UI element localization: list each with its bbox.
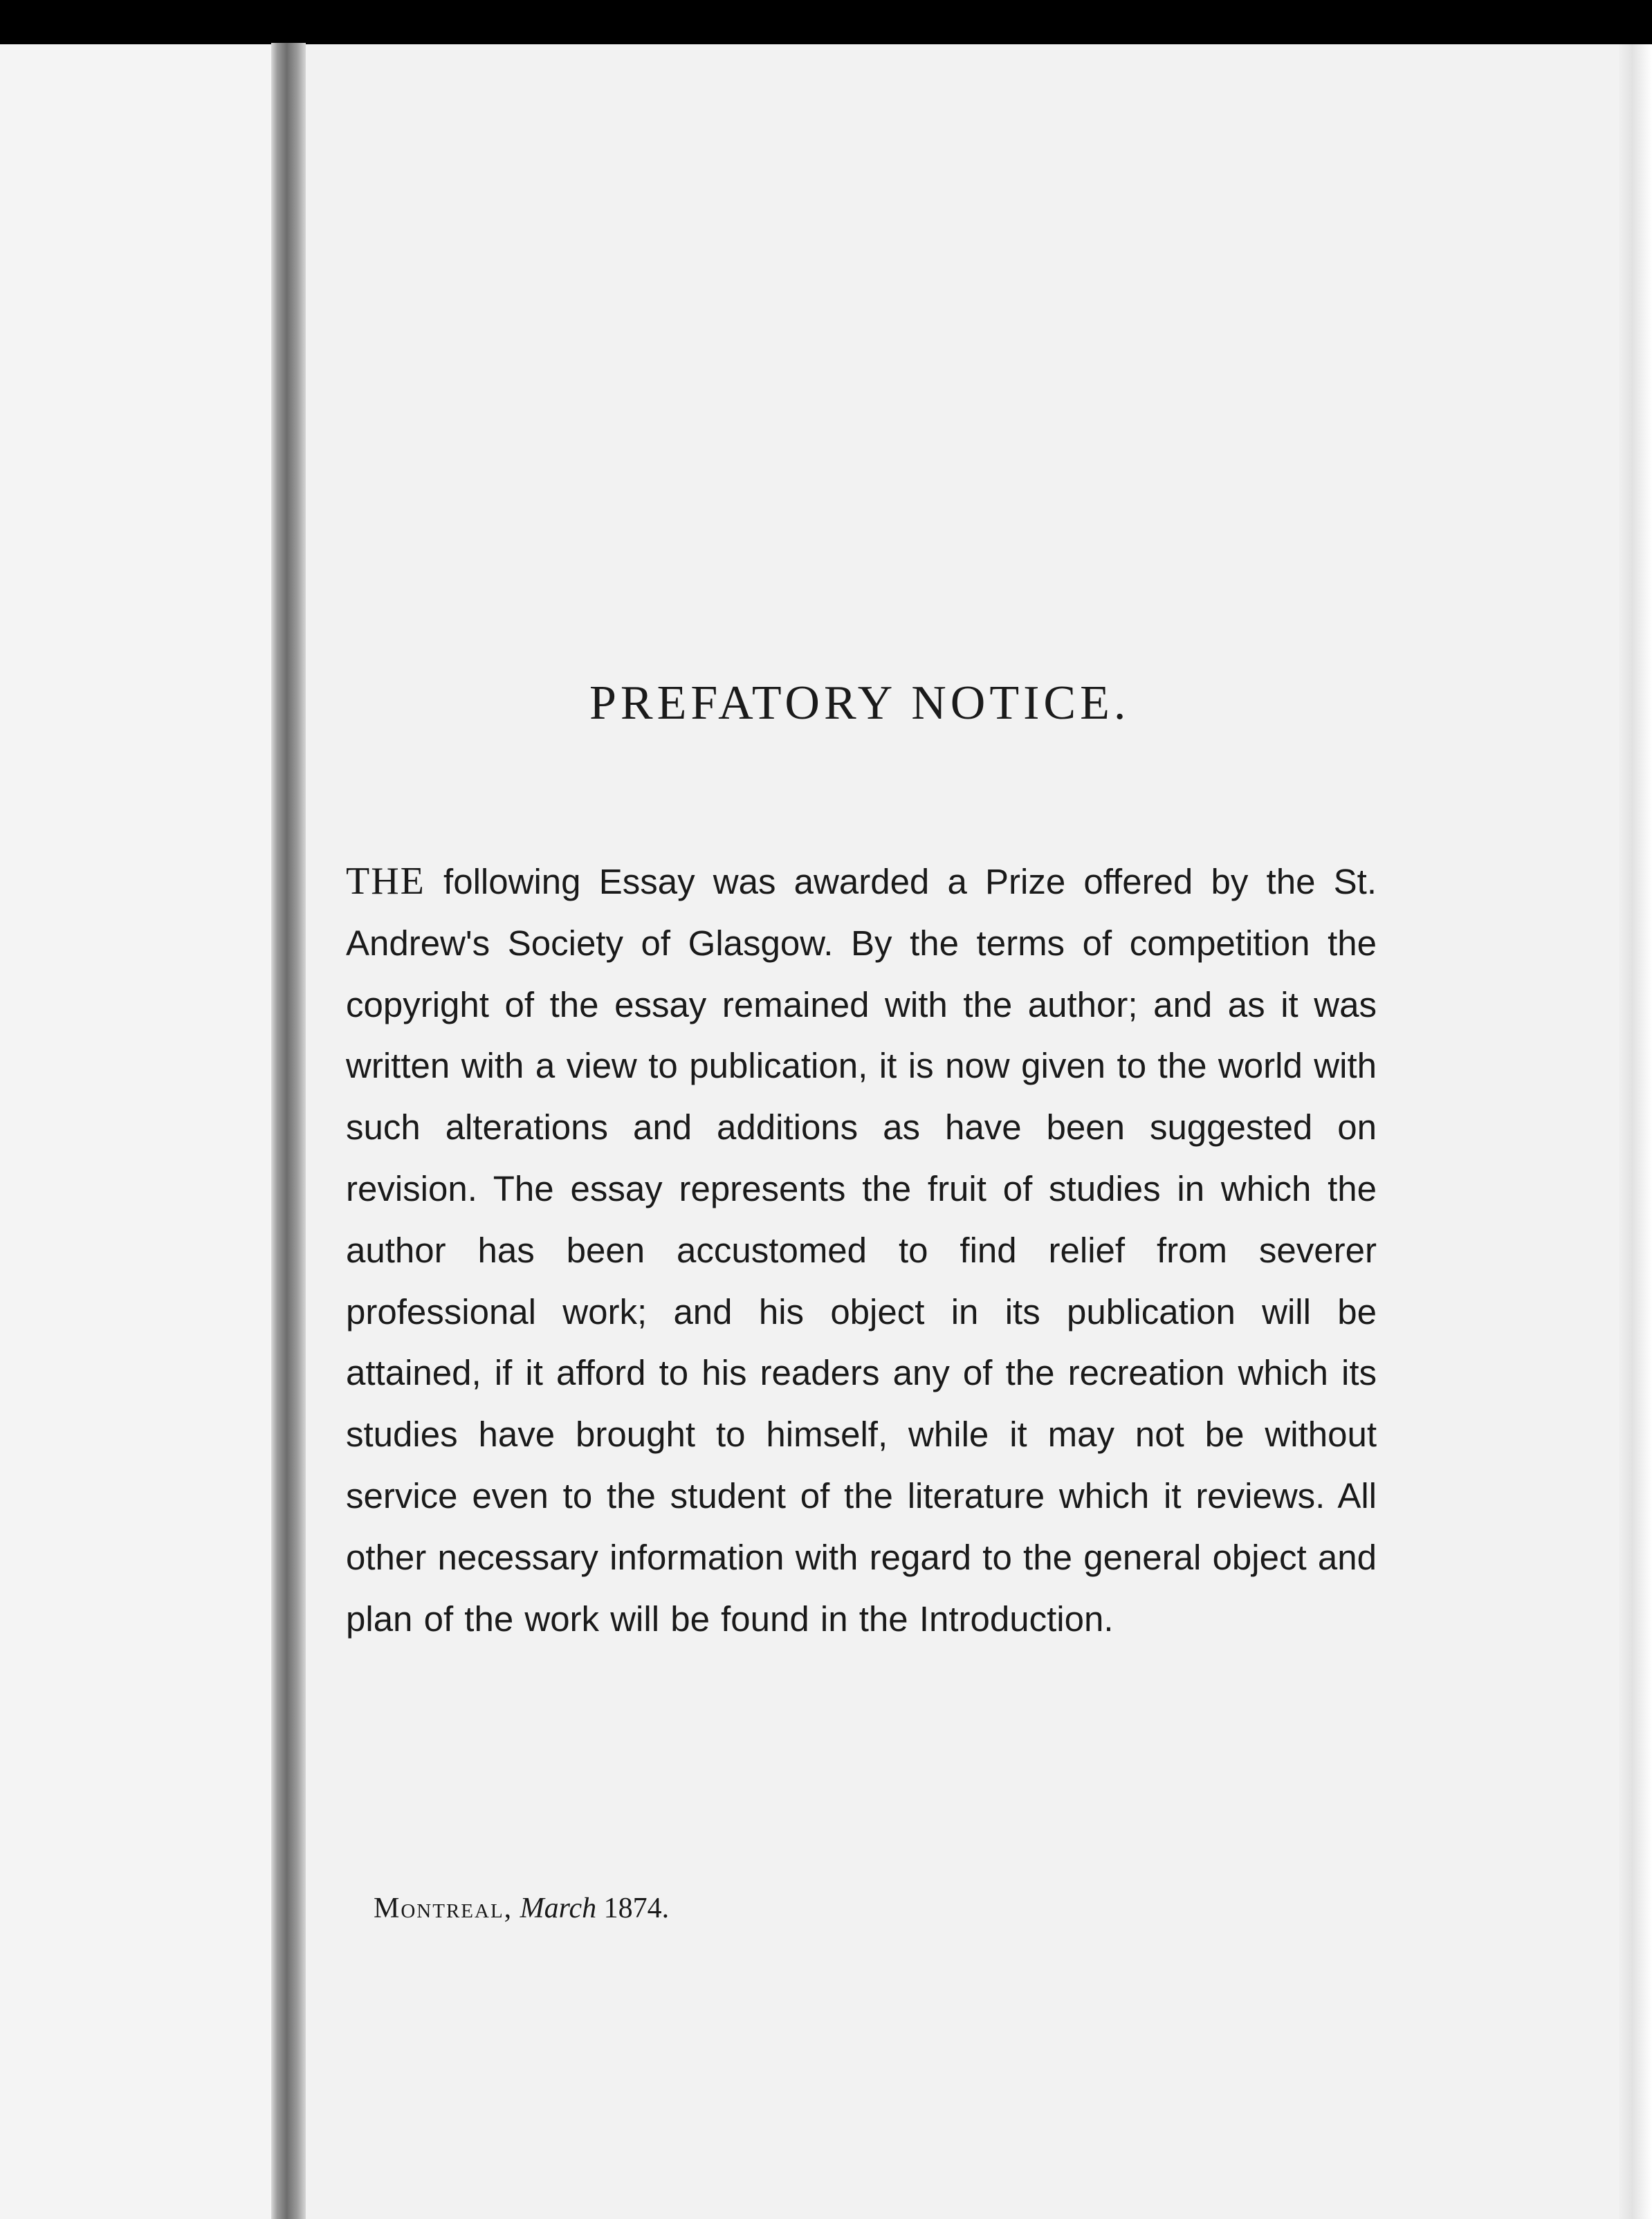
paragraph-lead-word: THE [346,860,425,903]
facing-blank-page [0,44,271,2219]
scan-top-border [0,0,1652,50]
signoff-line [374,1894,669,1923]
paragraph-text: following Essay was awarded a Prize offered by the St. Andrew's Society of Glasgow. By the terms of competition the copyright of the essay remained with the author; and as it was written with a view to publication, it is now given to the world with such alterations and additions as have been suggested on revision. The essay represents the fruit of studies in which the author has been accustomed to find relief from severer professional work; and his object in its publication will be attained, if it afford to his readers any of the recreation which its studies have brought to himself, while it may not be without service even to the student of the literature which it reviews. All other necessary information with regard to the general object and plan of the work will be found in the Introduction. [346,862,1377,1639]
page-edge [1619,44,1652,2219]
signoff-year: 1874. [603,1893,670,1924]
signoff-month: March [520,1893,597,1924]
notice-paragraph [346,851,1377,1650]
signoff-place: Montreal, [374,1893,513,1924]
page-title: PREFATORY NOTICE. [589,676,1130,730]
book-gutter [271,43,306,2219]
